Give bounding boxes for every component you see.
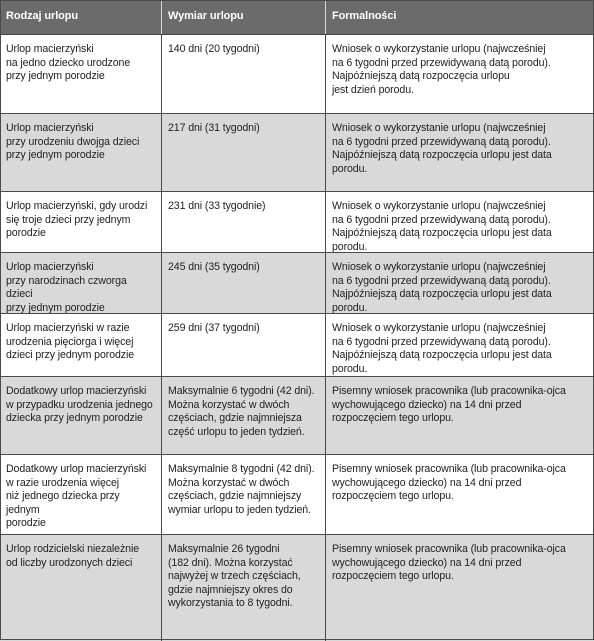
table-row bbox=[0, 192, 594, 253]
cell-leave-type: Urlop macierzyński na jedno dziecko urodzone przy jednym porodzie bbox=[0, 35, 162, 113]
cell-formalities: Wniosek o wykorzystanie urlopu (najwcześniej na 6 tygodni przed przewidywaną datą porodu). Najpóźniejszą datą rozpoczęcia urlopu jest data porodu. bbox=[332, 261, 552, 313]
cell-leave-type: Urlop macierzyński w razie urodzenia pięciorga i więcej dzieci przy jednym porodzie bbox=[0, 314, 162, 376]
table-header bbox=[0, 0, 594, 35]
cell-formalities: Wniosek o wykorzystanie urlopu (najwcześniej na 6 tygodni przed przewidywaną datą porodu). Najpóźniejszą datą rozpoczęcia urlopu jest dzień porodu. bbox=[332, 43, 551, 96]
header-leave-type: Rodzaj urlopu bbox=[0, 0, 162, 34]
cell-leave-duration: 259 dni (37 tygodni) bbox=[162, 314, 326, 376]
cell-leave-duration: 217 dni (31 tygodni) bbox=[162, 114, 326, 191]
cell-leave-type: Dodatkowy urlop macierzyński w razie urodzenia więcej niż jednego dziecka przy jednym porodzie bbox=[0, 455, 162, 534]
cell-leave-duration: 140 dni (20 tygodni) bbox=[162, 35, 326, 113]
cell-leave-type: Dodatkowy urlop macierzyński w przypadku urodzenia jednego dziecka przy jednym porodzie bbox=[0, 377, 162, 454]
cell-leave-duration: 231 dni (33 tygodnie) bbox=[162, 192, 326, 252]
header-formalities: Formalności bbox=[332, 10, 397, 22]
table-row bbox=[0, 253, 594, 314]
cell-formalities: Pisemny wniosek pracownika (lub pracownika-ojca wychowującego dziecko) na 14 dni przed rozpoczęciem tego urlopu. bbox=[332, 385, 566, 425]
header-leave-duration: Wymiar urlopu bbox=[162, 0, 326, 34]
cell-leave-type: Urlop macierzyński, gdy urodzi się troje dzieci przy jednym porodzie bbox=[0, 192, 162, 252]
cell-formalities: Wniosek o wykorzystanie urlopu (najwcześniej na 6 tygodni przed przewidywaną datą porodu). Najpóźniejszą datą rozpoczęcia urlopu jest data porodu. bbox=[332, 322, 552, 375]
cell-formalities: Pisemny wniosek pracownika (lub pracownika-ojca wychowującego dziecko) na 14 dni przed rozpoczęciem tego urlopu. bbox=[332, 463, 566, 503]
cell-leave-type: Urlop macierzyński przy urodzeniu dwojga dzieci przy jednym porodzie bbox=[0, 114, 162, 191]
table-row bbox=[0, 535, 594, 641]
table-row bbox=[0, 114, 594, 192]
cell-leave-duration: Maksymalnie 8 tygodni (42 dni). Można korzystać w dwóch częściach, gdzie najmniejszy wymiar urlopu to jeden tydzień. bbox=[162, 455, 326, 534]
cell-leave-duration: Maksymalnie 6 tygodni (42 dni). Można korzystać w dwóch częściach, gdzie najmniejsza część urlopu to jeden tydzień. bbox=[162, 377, 326, 454]
table-row bbox=[0, 314, 594, 377]
table-row bbox=[0, 455, 594, 535]
table-row bbox=[0, 35, 594, 114]
cell-leave-type: Urlop macierzyński przy narodzinach czworga dzieci przy jednym porodzie bbox=[0, 253, 162, 313]
table-row bbox=[0, 377, 594, 455]
cell-leave-duration: 245 dni (35 tygodni) bbox=[162, 253, 326, 313]
cell-formalities: Wniosek o wykorzystanie urlopu (najwcześniej na 6 tygodni przed przewidywaną datą porodu). Najpóźniejszą datą rozpoczęcia urlopu jest data porodu. bbox=[332, 200, 552, 252]
cell-leave-type: Urlop rodzicielski niezależnie od liczby urodzonych dzieci bbox=[0, 535, 162, 641]
cell-leave-duration: Maksymalnie 26 tygodni (182 dni). Można korzystać najwyżej w trzech częściach, gdzie najmniejszy okres do wykorzystania to 8 tygodni. bbox=[162, 535, 326, 641]
cell-formalities: Pisemny wniosek pracownika (lub pracownika-ojca wychowującego dziecko) na 14 dni przed rozpoczęciem tego urlopu. bbox=[332, 543, 566, 583]
cell-formalities: Wniosek o wykorzystanie urlopu (najwcześniej na 6 tygodni przed przewidywaną datą porodu). Najpóźniejszą datą rozpoczęcia urlopu jest data porodu. bbox=[332, 122, 552, 175]
